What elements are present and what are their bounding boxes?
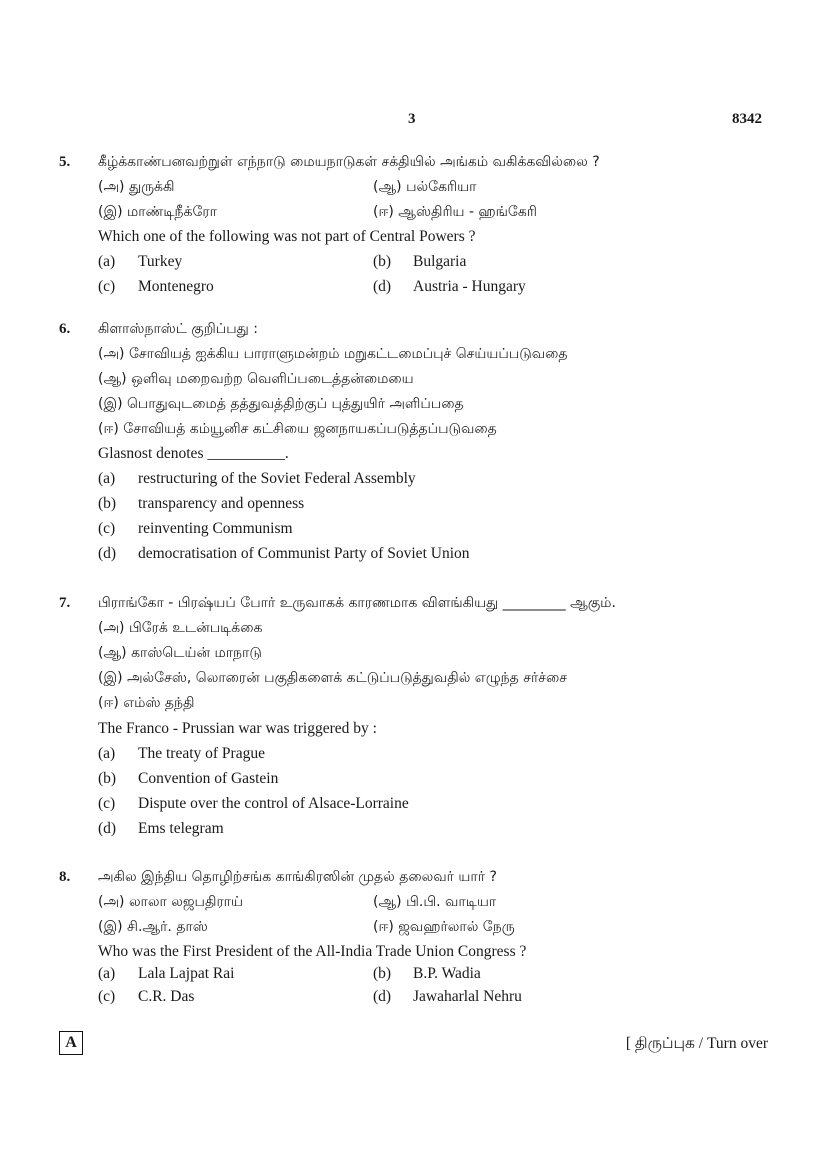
english-option-text: Turkey (138, 253, 183, 270)
english-option-text: Montenegro (138, 278, 214, 295)
tamil-option (98, 919, 208, 937)
english-question: The Franco - Prussian war was triggered by : (98, 720, 377, 737)
page-number: 3 (408, 111, 416, 127)
english-option-label: (b) (98, 495, 117, 512)
english-option-label: (d) (373, 278, 392, 295)
english-option-label: (c) (98, 988, 116, 1005)
option-label: (ஈ) (98, 695, 119, 711)
tamil-option (98, 346, 568, 364)
tamil-option (98, 179, 174, 197)
english-option-text: democratisation of Communist Party of Soviet Union (138, 545, 470, 562)
english-option-label: (b) (373, 965, 392, 982)
option-label: (ஆ) (373, 179, 402, 195)
option-label: (இ) (98, 919, 123, 935)
option-text: சி.ஆர். தாஸ் (127, 919, 208, 935)
question-number: 8. (59, 869, 71, 885)
option-text: ஆஸ்திரிய - ஹங்கேரி (398, 204, 537, 220)
option-label: (அ) (98, 346, 125, 362)
english-question: Who was the First President of the All-India Trade Union Congress ? (98, 943, 527, 960)
tamil-option (98, 620, 262, 638)
option-label: (அ) (98, 620, 125, 636)
paper-code: 8342 (732, 111, 762, 127)
option-label: (ஆ) (98, 645, 127, 661)
tamil-option (373, 204, 537, 222)
tamil-question: பிராங்கோ - பிரஷ்யப் போர் உருவாகக் காரணமாக விளங்கியது _________ ஆகும். (98, 595, 616, 611)
tamil-option (98, 204, 217, 222)
english-option-label: (d) (98, 820, 117, 837)
option-label: (அ) (98, 179, 125, 195)
option-label: (இ) (98, 204, 123, 220)
english-option-label: (b) (373, 253, 392, 270)
english-option-text: The treaty of Prague (138, 745, 265, 762)
tamil-option (98, 695, 195, 713)
option-text: அல்சேஸ், லொரைன் பகுதிகளைக் கட்டுப்படுத்துவதில் எழுந்த சர்ச்சை (127, 670, 568, 686)
tamil-option (373, 894, 496, 912)
english-option-text: B.P. Wadia (413, 965, 481, 982)
english-option-label: (a) (98, 470, 116, 487)
option-text: ஜவஹர்லால் நேரு (398, 919, 515, 935)
english-option-text: Convention of Gastein (138, 770, 279, 787)
booklet-series-box: A (59, 1031, 83, 1055)
english-option-text: Dispute over the control of Alsace-Lorraine (138, 795, 409, 812)
tamil-question: கீழ்க்காண்பனவற்றுள் எந்நாடு மையநாடுகள் சக்தியில் அங்கம் வகிக்கவில்லை ? (98, 154, 600, 170)
option-text: சோவியத் கம்யூனிச கட்சியை ஜனநாயகப்படுத்தப்படுவதை (123, 421, 497, 437)
english-option-label: (c) (98, 795, 116, 812)
option-text: துருக்கி (128, 179, 175, 195)
option-label: (ஆ) (373, 894, 402, 910)
option-text: பல்கேரியா (406, 179, 477, 195)
english-option-text: Ems telegram (138, 820, 224, 837)
option-text: பிரேக் உடன்படிக்கை (128, 620, 263, 636)
english-option-text: transparency and openness (138, 495, 305, 512)
option-label: (ஆ) (98, 371, 127, 387)
english-option-text: restructuring of the Soviet Federal Assembly (138, 470, 416, 487)
english-option-text: reinventing Communism (138, 520, 293, 537)
english-option-label: (a) (98, 965, 116, 982)
option-text: காஸ்டெய்ன் மாநாடு (131, 645, 262, 661)
option-text: பொதுவுடமைத் தத்துவத்திற்குப் புத்துயிர் அளிப்பதை (127, 396, 464, 412)
tamil-option (98, 371, 414, 389)
question-number: 7. (59, 595, 71, 611)
english-option-label: (a) (98, 745, 116, 762)
english-option-text: C.R. Das (138, 988, 195, 1005)
option-label: (ஈ) (373, 919, 394, 935)
tamil-question: அகில இந்திய தொழிற்சங்க காங்கிரஸின் முதல் தலைவர் யார் ? (98, 869, 497, 885)
option-text: ஒளிவு மறைவற்ற வெளிப்படைத்தன்மையை (131, 371, 414, 387)
english-option-text: Jawaharlal Nehru (413, 988, 522, 1005)
english-option-label: (b) (98, 770, 117, 787)
tamil-option (98, 670, 567, 688)
english-option-label: (a) (98, 253, 116, 270)
question-number: 5. (59, 154, 71, 170)
tamil-option (98, 894, 243, 912)
tamil-option (373, 919, 515, 937)
english-option-label: (c) (98, 520, 116, 537)
english-option-text: Bulgaria (413, 253, 467, 270)
option-text: பி.பி. வாடியா (406, 894, 497, 910)
english-option-text: Austria - Hungary (413, 278, 526, 295)
question-number: 6. (59, 321, 71, 337)
option-text: எம்ஸ் தந்தி (123, 695, 195, 711)
english-option-label: (d) (98, 545, 117, 562)
english-question: Which one of the following was not part of Central Powers ? (98, 228, 476, 245)
tamil-option (98, 421, 497, 439)
tamil-option (98, 396, 464, 414)
option-text: சோவியத் ஐக்கிய பாராளுமன்றம் மறுகட்டமைப்புச் செய்யப்படுவதை (128, 346, 568, 362)
option-text: மாண்டிநீக்ரோ (127, 204, 217, 220)
option-label: (ஈ) (373, 204, 394, 220)
tamil-question: கிளாஸ்நாஸ்ட் குறிப்பது : (98, 321, 258, 337)
option-text: லாலா லஜபதிராய் (128, 894, 243, 910)
english-question: Glasnost denotes __________. (98, 445, 289, 462)
option-label: (இ) (98, 670, 123, 686)
option-label: (இ) (98, 396, 123, 412)
turn-over-note: [ திருப்புக / Turn over (625, 1035, 768, 1052)
tamil-option (373, 179, 476, 197)
english-option-text: Lala Lajpat Rai (138, 965, 235, 982)
english-option-label: (d) (373, 988, 392, 1005)
option-label: (அ) (98, 894, 125, 910)
tamil-option (98, 645, 262, 663)
option-label: (ஈ) (98, 421, 119, 437)
english-option-label: (c) (98, 278, 116, 295)
